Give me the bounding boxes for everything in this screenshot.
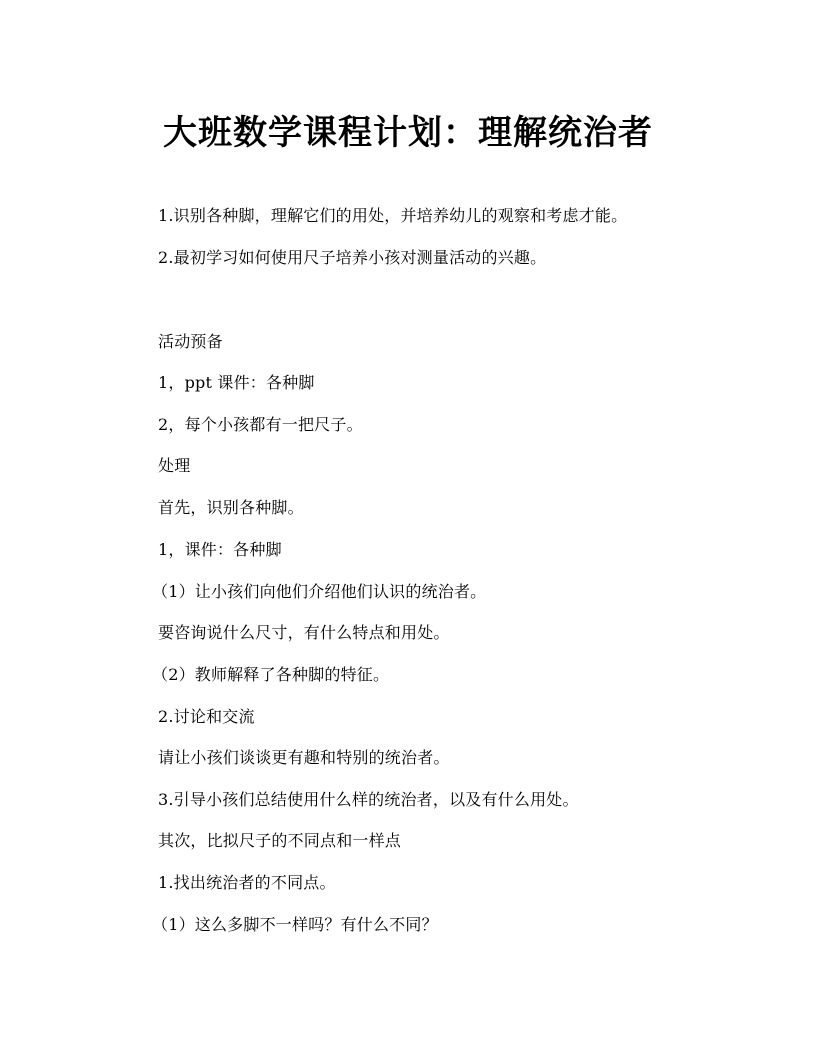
process-step-first: 首先，识别各种脚。 [158, 498, 304, 517]
process-item-2-text: 请让小孩们谈谈更有趣和特别的统治者。 [158, 748, 450, 767]
process-step-second: 其次，比拟尺子的不同点和一样点 [158, 831, 402, 850]
objective-line-2: 2.最初学习如何使用尺子培养小孩对测量活动的兴趣。 [158, 248, 547, 267]
preparation-item-2: 2，每个小孩都有一把尺子。 [158, 415, 363, 434]
objective-line-1: 1.识别各种脚，理解它们的用处，并培养幼儿的观察和考虑才能。 [158, 206, 628, 225]
document-title: 大班数学课程计划：理解统治者 [163, 113, 653, 153]
section-heading-preparation: 活动预备 [158, 332, 223, 351]
comparison-subitem-1: （1）这么多脚不一样吗？有什么不同？ [152, 915, 438, 934]
process-subitem-1: （1）让小孩们向他们介绍他们认识的统治者。 [152, 582, 487, 601]
process-subitem-2: （2）教师解释了各种脚的特征。 [152, 665, 390, 684]
comparison-item-1: 1.找出统治者的不同点。 [158, 873, 336, 892]
section-heading-process: 处理 [158, 456, 191, 475]
process-item-1: 1，课件：各种脚 [158, 540, 282, 559]
preparation-item-1: 1，ppt 课件：各种脚 [158, 373, 315, 392]
process-note: 要咨询说什么尺寸，有什么特点和用处。 [158, 623, 450, 642]
process-item-2: 2.讨论和交流 [158, 707, 255, 726]
process-item-3: 3.引导小孩们总结使用什么样的统治者，以及有什么用处。 [158, 790, 579, 809]
